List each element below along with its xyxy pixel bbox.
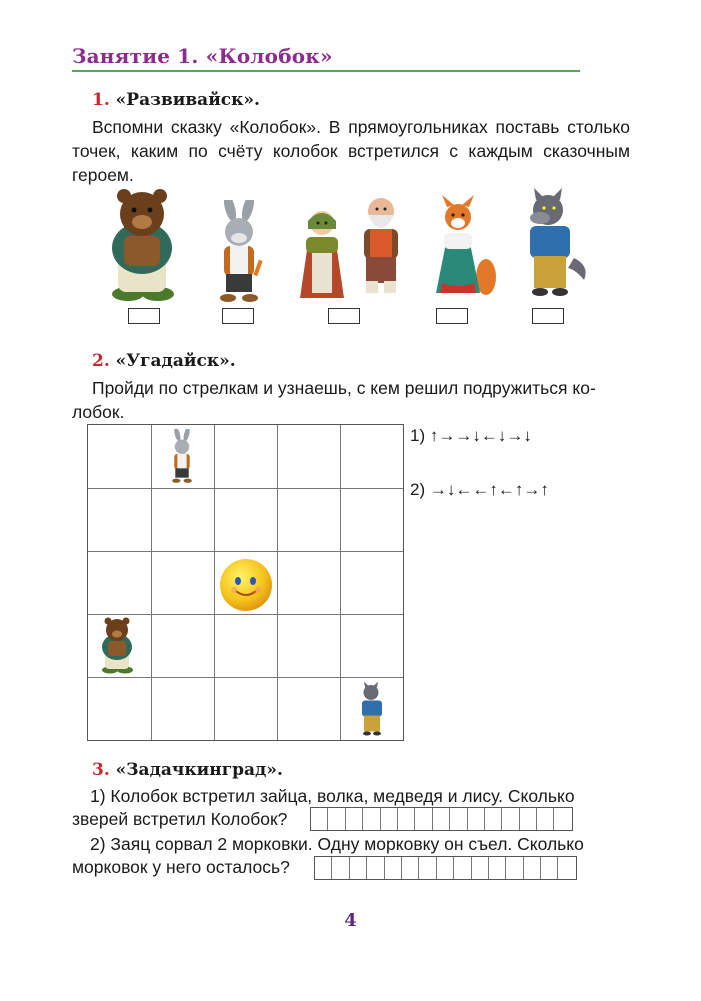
bear-illustration — [104, 188, 180, 304]
task3-heading — [92, 760, 283, 780]
answer-box-hare[interactable] — [222, 308, 254, 324]
grandpa-illustration — [352, 193, 410, 301]
task3-title: «Задачкинград». — [115, 760, 283, 780]
task2-heading — [92, 351, 236, 371]
task1-number: 1. — [92, 90, 110, 110]
wolf-illustration — [514, 188, 590, 298]
fox-illustration — [428, 193, 498, 301]
task3-q2-answer-cells[interactable] — [314, 856, 577, 880]
page-number: 4 — [344, 910, 357, 931]
answer-box-bear[interactable] — [128, 308, 160, 324]
task3-number: 3. — [92, 760, 110, 780]
grid-hare-icon — [166, 429, 198, 485]
task1-text: Вспомни сказку «Колобок». В прямоугольниках поставь столько точек, каким по счёту колобок встретился с каждым сказочным героем. — [72, 117, 630, 185]
grid-bear-icon — [98, 617, 136, 675]
task3-q1-line1: 1) Колобок встретил зайца, волка, медведя и лису. Сколько — [90, 786, 575, 806]
grid-wolf-icon — [354, 681, 392, 737]
route-2: 2) →↓←←↑←↑→↑ — [410, 480, 549, 499]
answer-box-grandparents[interactable] — [328, 308, 360, 324]
hare-illustration — [208, 200, 270, 304]
task3-q2-line2: морковок у него осталось? — [72, 857, 290, 877]
title-divider — [72, 70, 580, 72]
task3-q2-line1: 2) Заяц сорвал 2 морковки. Одну морковку он съел. Сколько — [90, 834, 584, 854]
task3-q1-answer-cells[interactable] — [310, 807, 573, 831]
kolobok-icon — [218, 557, 274, 613]
answer-box-fox[interactable] — [436, 308, 468, 324]
route-1: 1) ↑→→↓←↓→↓ — [410, 426, 532, 445]
task2-text-line2: лобок. — [72, 402, 125, 422]
task2-title: «Угадайск». — [115, 351, 236, 371]
task2-text-line1: Пройди по стрелкам и узнаешь, с кем решил подружиться ко- — [92, 378, 596, 398]
lesson-title: Занятие 1. «Колобок» — [72, 44, 333, 68]
answer-box-wolf[interactable] — [532, 308, 564, 324]
maze-grid — [87, 424, 404, 741]
task1-title: «Развивайск». — [115, 90, 260, 110]
task1-heading — [92, 90, 260, 110]
task3-q1-line2: зверей встретил Колобок? — [72, 809, 288, 829]
task2-number: 2. — [92, 351, 110, 371]
grandma-illustration — [294, 203, 350, 303]
